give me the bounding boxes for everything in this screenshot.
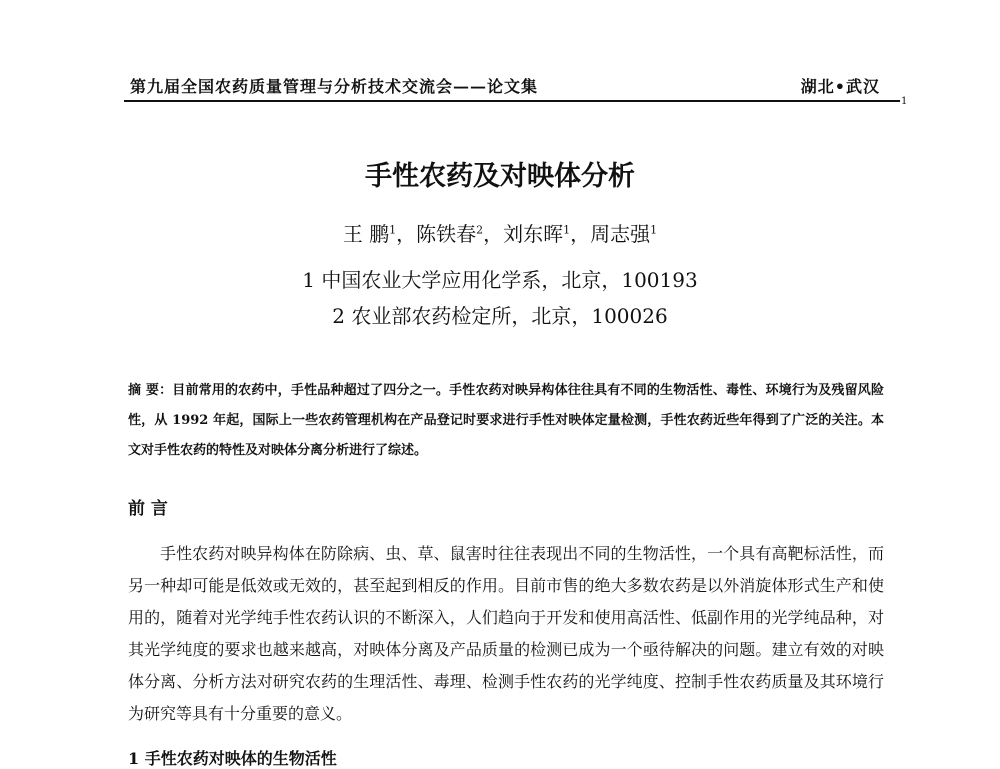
running-header bbox=[130, 74, 884, 97]
author-name: 陈铁春 bbox=[416, 222, 477, 246]
running-header-left: 第九届全国农药质量管理与分析技术交流会——论文集 bbox=[130, 77, 539, 96]
affiliation-2: 2 农业部农药检定所，北京，100026 bbox=[332, 304, 668, 328]
abstract-text: 目前常用的农药中，手性品种超过了四分之一。手性农药对映异构体往往具有不同的生物活性、毒性、环境行为及残留风险性，从 1992 年起，国际上一些农药管理机构在产品登记时要求进行手性对映体定量检测，手性农药近些年得到了广泛的关注。本文对手性农药的特性及对映体分离分析进行了综述。 bbox=[128, 383, 884, 458]
author-affil-mark: 1 bbox=[650, 223, 658, 237]
affiliation-1: 1 中国农业大学应用化学系，北京，100193 bbox=[302, 268, 698, 292]
section-heading-preface: 前 言 bbox=[128, 499, 168, 519]
section-heading-1: 1 手性农药对映体的生物活性 bbox=[128, 749, 337, 768]
author-name: 刘东晖 bbox=[503, 222, 564, 246]
author-affil-mark: 1 bbox=[389, 223, 397, 237]
scan-mark: 1 bbox=[901, 96, 908, 107]
author-name: 周志强 bbox=[590, 222, 651, 246]
author-name: 王 鹏 bbox=[342, 222, 390, 246]
author-list: 王 鹏$^1$，陈铁春$^2$，刘东晖$^1$，周志强$^1$ bbox=[342, 222, 658, 246]
author-affil-mark: 2 bbox=[476, 223, 484, 237]
abstract bbox=[128, 376, 884, 466]
running-header-right: 湖北•武汉 bbox=[800, 77, 880, 96]
paper-title: 手性农药及对映体分析 bbox=[365, 161, 635, 192]
preface-paragraph: 手性农药对映异构体在防除病、虫、草、鼠害时往往表现出不同的生物活性，一个具有高靶标活性，而另一种却可能是低效或无效的，甚至起到相反的作用。目前市售的绝大多数农药是以外消旋体形式生产和使用的，随着对光学纯手性农药认识的不断深入，人们趋向于开发和使用高活性、低副作用的光学纯品种，对其光学纯度的要求也越来越高，对映体分离及产品质量的检测已成为一个亟待解决的问题。建立有效的对映体分离、分析方法对研究农药的生理活性、毒理、检测手性农药的光学纯度、控制手性农药质量及其环境行为研究等具有十分重要的意义。 bbox=[128, 544, 884, 723]
header-rule bbox=[124, 100, 900, 102]
abstract-label: 摘 要： bbox=[128, 383, 173, 398]
author-affil-mark: 1 bbox=[563, 223, 571, 237]
